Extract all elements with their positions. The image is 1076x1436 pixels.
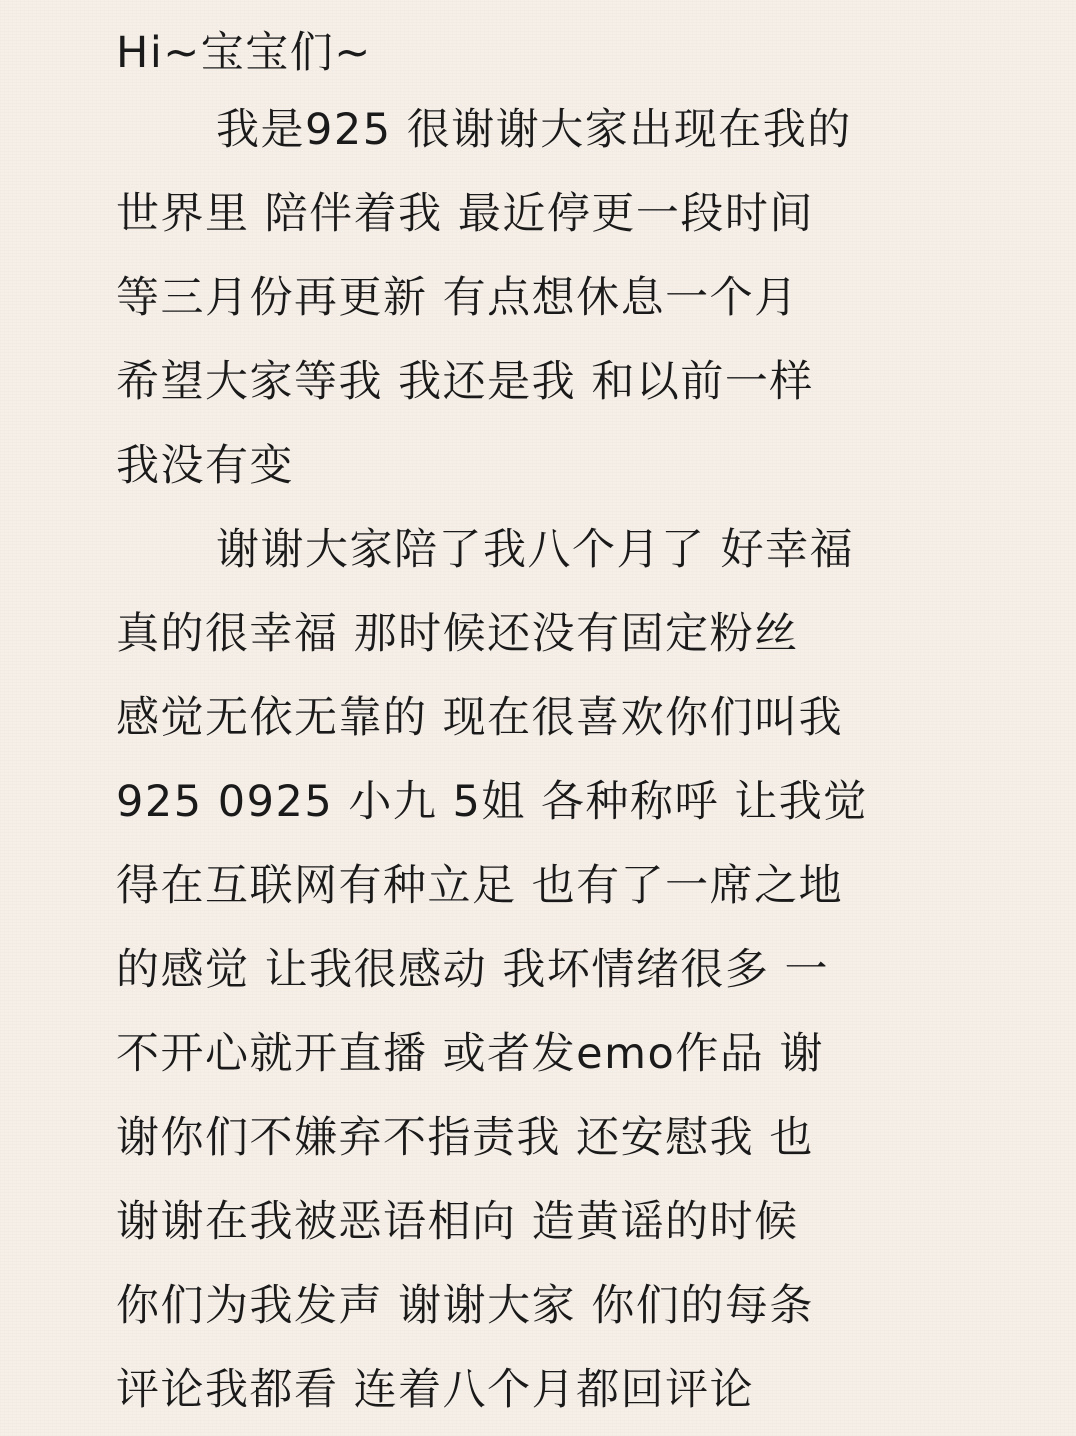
text-line: 世界里 陪伴着我 最近停更一段时间 (116, 189, 814, 239)
letter-body (116, 18, 1016, 1432)
text-line: 谢谢大家陪了我八个月了 好幸福 (216, 525, 855, 575)
text-line: 得在互联网有种立足 也有了一席之地 (116, 861, 844, 911)
text-line: 谢谢在我被恶语相向 造黄谣的时候 (116, 1197, 799, 1247)
greeting-line: Hi~宝宝们~ (116, 28, 372, 78)
text-line: 希望大家等我 我还是我 和以前一样 (116, 357, 814, 407)
text-line: 评论我都看 连着八个月都回评论 (116, 1365, 755, 1415)
text-line: 真的很幸福 那时候还没有固定粉丝 (116, 609, 799, 659)
text-line: 不开心就开直播 或者发emo作品 谢 (116, 1029, 824, 1079)
text-line: 925 0925 小九 5姐 各种称呼 让我觉 (116, 777, 868, 827)
text-line: 等三月份再更新 有点想休息一个月 (116, 273, 799, 323)
text-line: 的感觉 让我很感动 我坏情绪很多 一 (116, 945, 830, 995)
text-line: 我是925 很谢谢大家出现在我的 (216, 105, 852, 155)
text-line: 我没有变 (116, 441, 294, 491)
text-line: 谢你们不嫌弃不指责我 还安慰我 也 (116, 1113, 814, 1163)
text-line: 你们为我发声 谢谢大家 你们的每条 (116, 1281, 814, 1331)
text-line: 感觉无依无靠的 现在很喜欢你们叫我 (116, 693, 844, 743)
